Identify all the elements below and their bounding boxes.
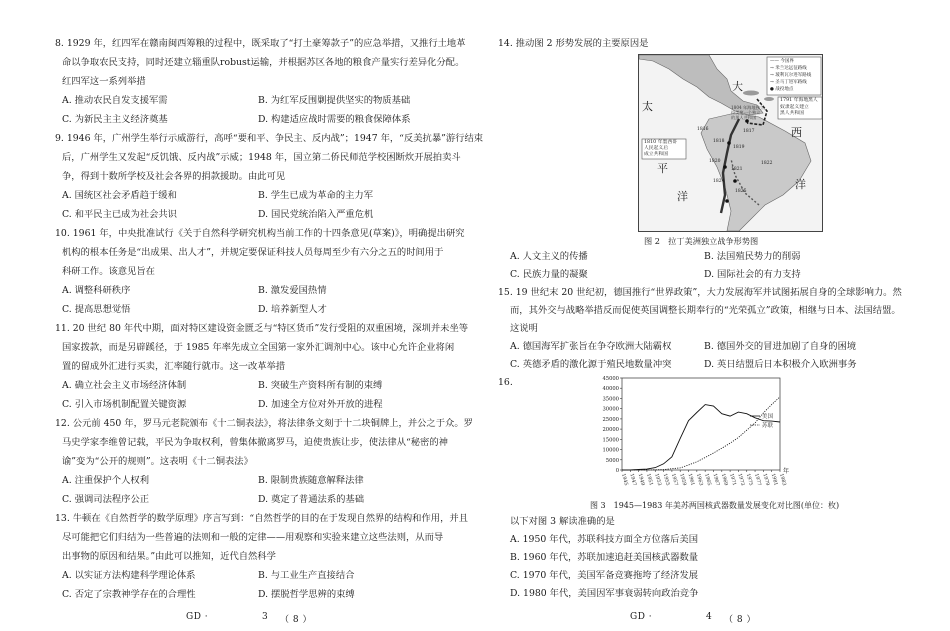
q8-stem-line1: 8. 1929 年，红四军在赣南闽西筹粮的过程中，既采取了“打土豪筹款子”的应急举措，又推行土地革 [55, 38, 466, 49]
legend-label: 美国 [762, 414, 774, 420]
footer-page-number: 3 [262, 612, 269, 622]
footer-page-total: （ 8 ） [724, 615, 756, 625]
q16-stem: 以下对图 3 解读准确的是 [510, 516, 615, 527]
q16-option-d[interactable]: D. 1980 年代，美国因军事衰弱转向政治竞争 [510, 588, 699, 599]
q15-option-a[interactable]: A. 德国海军扩张旨在争夺欧洲大陆霸权 [510, 341, 672, 352]
q10-stem-line3: 科研工作。该意见旨在 [62, 266, 155, 277]
x-tick-label: 1955 [661, 473, 670, 487]
map-label-yang-pacific: 洋 [677, 190, 688, 203]
map-year: 1820 [709, 159, 721, 164]
q11-option-a[interactable]: A. 确立社会主义市场经济体制 [62, 380, 187, 391]
x-tick-label: 1957 [669, 473, 678, 487]
q14-option-b[interactable]: B. 法国殖民势力的削弱 [704, 251, 801, 262]
q14-option-d[interactable]: D. 国际社会的有力支持 [704, 269, 801, 280]
q11-stem-line1: 11. 20 世纪 80 年代中期，面对特区建设资金匮乏与“特区货币”发行受阻的双重困境，深圳并未坐等 [55, 323, 469, 334]
y-tick-label: 35000 [602, 396, 619, 403]
q12-option-b[interactable]: B. 限制贵族随意解释法律 [258, 475, 364, 486]
series-line-ussr [622, 397, 780, 470]
footer-code: GD · [630, 612, 653, 622]
q16-option-a[interactable]: A. 1950 年代，苏联科技方面全方位落后美国 [510, 534, 698, 545]
map-year: 1824 [713, 179, 725, 184]
map-year: 1817 [743, 129, 755, 134]
q8-option-b[interactable]: B. 为红军反围剿提供坚实的物质基础 [258, 95, 411, 106]
x-tick-label: 1973 [736, 473, 745, 487]
q8-stem-line3: 红四军这一系列举措 [62, 76, 146, 87]
map-note-left-1: 1810 年墨西哥 [644, 140, 677, 145]
q11-option-d[interactable]: D. 加速全方位对外开放的进程 [258, 399, 383, 410]
q8-option-d[interactable]: D. 构建适应战时需要的粮食保障体系 [258, 114, 411, 125]
y-tick-label: 40000 [602, 386, 619, 393]
x-tick-label: 1979 [761, 473, 770, 487]
figure2-caption: 图 2 拉丁美洲独立战争形势图 [644, 236, 759, 246]
q16-option-c[interactable]: C. 1970 年代，美国军备竞赛拖垮了经济发展 [510, 570, 699, 581]
x-tick-label: 1959 [678, 473, 687, 487]
map-legend-3: → 玻利瓦尔进军路线 [770, 73, 812, 78]
q12-stem-line2: 马史学家李维曾记载，平民为争取权利，曾集体撤离罗马，迫使贵族让步，使法律从“秘密的神 [62, 437, 448, 448]
q14-option-c[interactable]: C. 民族力量的凝聚 [510, 269, 588, 280]
y-tick-label: 0 [615, 468, 619, 474]
q14-option-a[interactable]: A. 人文主义的传播 [510, 251, 588, 262]
x-unit-label: 年 [783, 468, 790, 475]
q12-option-c[interactable]: C. 强调司法程序公正 [62, 494, 150, 505]
q8-option-c[interactable]: C. 为新民主主义经济奠基 [62, 114, 168, 125]
x-tick-label: 1975 [744, 473, 753, 487]
q12-option-d[interactable]: D. 奠定了普通法系的基础 [258, 494, 365, 505]
footer-page-total: （ 8 ） [280, 615, 312, 625]
latin-america-map [638, 54, 823, 232]
y-tick-label: 20000 [602, 427, 619, 434]
x-tick-label: 1953 [653, 473, 662, 487]
x-tick-label: 1951 [645, 473, 654, 487]
q9-stem-line3: 争，得到十数所学校及社会各界的捐款援助。由此可见 [62, 171, 286, 182]
map-note-mid-2: 拉美第一个独立 [731, 110, 761, 115]
map-note-top-2: 奴隶起义建立 [780, 104, 809, 110]
q14-stem: 14. 推动图 2 形势发展的主要原因是 [498, 38, 649, 49]
q13-stem-line3: 出事物的原因和结果。”由此可以推知，近代自然科学 [62, 551, 276, 562]
q8-option-a[interactable]: A. 推动农民自发支援军需 [62, 95, 168, 106]
q10-option-a[interactable]: A. 调整科研秩序 [62, 285, 131, 296]
q9-option-c[interactable]: C. 和平民主已成为社会共识 [62, 209, 177, 220]
map-legend-1: —— 今国界 [770, 59, 794, 64]
map-year: 1819 [733, 145, 745, 150]
map-legend-5: ● 战役地点 [770, 87, 794, 92]
x-tick-label: 1967 [711, 473, 720, 487]
q9-stem-line1: 9. 1946 年，广州学生举行示威游行，高呼“要和平、争民主、反内战”；1947 年，“反美抗暴”游行结束 [55, 133, 484, 144]
map-label-tai: 太 [642, 100, 653, 113]
q11-stem-line3: 置的留成外汇进行买卖，汇率随行就市。这一改革举措 [62, 361, 286, 372]
q13-option-b[interactable]: B. 与工业生产直接结合 [258, 570, 355, 581]
x-tick-label: 1983 [778, 473, 787, 487]
q10-option-c[interactable]: C. 提高思想觉悟 [62, 304, 131, 315]
map-year: 1821 [731, 167, 743, 172]
q15-option-b[interactable]: B. 德国外交的冒进加剧了自身的困境 [704, 341, 857, 352]
q10-option-d[interactable]: D. 培养新型人才 [258, 304, 327, 315]
q12-stem-line1: 12. 公元前 450 年，罗马元老院颁布《十二铜表法》，将法律条文刻于十二块铜牌上，并公之于众。罗 [55, 418, 473, 429]
map-year: 1816 [697, 127, 709, 132]
x-tick-label: 1969 [719, 473, 728, 487]
map-label-yang-atlantic: 洋 [795, 178, 806, 191]
q13-option-a[interactable]: A. 以实证方法构建科学理论体系 [62, 570, 196, 581]
figure3-caption: 图 3 1945—1983 年美苏两国核武器数量发展变化对比图(单位：枚) [590, 501, 840, 510]
map-note-left-2: 人民起义后 [644, 146, 668, 151]
x-tick-label: 1947 [628, 473, 637, 487]
q12-stem-line3: 谕”变为“公开的规则”。这表明《十二铜表法》 [62, 456, 253, 467]
q15-option-c[interactable]: C. 英德矛盾的激化源于殖民地数量冲突 [510, 359, 672, 370]
footer-code: GD · [186, 612, 209, 622]
q11-option-c[interactable]: C. 引入市场机制配置关键资源 [62, 399, 187, 410]
map-note-left-3: 成立共和国 [644, 152, 668, 157]
x-tick-label: 1949 [636, 473, 645, 487]
y-tick-label: 25000 [602, 416, 619, 423]
series-line-usa [622, 405, 780, 470]
x-tick-label: 1971 [728, 473, 737, 487]
map-note-mid-1: 1804 年海地独立， [731, 105, 769, 110]
q15-option-d[interactable]: D. 英日结盟后日本积极介入欧洲事务 [704, 359, 857, 370]
q11-stem-line2: 国家拨款，而是另辟蹊径，于 1985 年率先成立全国第一家外汇调剂中心。该中心允许企业将闲 [62, 342, 455, 353]
x-tick-label: 1965 [703, 473, 712, 487]
q12-option-a[interactable]: A. 注重保护个人权利 [62, 475, 149, 486]
y-tick-label: 10000 [602, 447, 619, 454]
q10-option-b[interactable]: B. 激发爱国热情 [258, 285, 327, 296]
y-tick-label: 45000 [602, 376, 619, 382]
map-year: 1822 [761, 161, 773, 166]
q16-number: 16. [498, 377, 513, 388]
y-tick-label: 5000 [605, 457, 619, 464]
q9-stem-line2: 后，广州学生又发起“反饥饿、反内战”示威；1948 年，国立第二侨民师范学校困断炊开展拍卖斗 [62, 152, 461, 163]
q10-stem-line1: 10. 1961 年，中央批准试行《关于自然科学研究机构当前工作的十四条意见(草案)》，明确提出研究 [55, 228, 465, 239]
map-label-ping: 平 [657, 162, 668, 175]
q9-option-a[interactable]: A. 国统区社会矛盾趋于缓和 [62, 190, 177, 201]
map-label-xi: 西 [791, 126, 802, 139]
map-legend-4: → 圣马丁进军路线 [770, 80, 807, 85]
q15-stem-line3: 这说明 [510, 323, 538, 334]
map-label-da: 大 [732, 80, 743, 93]
map-note-top-1: 1791 年海地黑人 [780, 98, 818, 103]
q13-option-c[interactable]: C. 否定了宗教神学存在的合理性 [62, 589, 196, 600]
nuclear-weapons-chart [592, 372, 792, 490]
x-tick-label: 1961 [686, 473, 695, 487]
q8-stem-line2: 命以争取农民支持，同时还建立辎重队robust运输，并根据苏区各地的粮食产量实行差异化分配。 [62, 57, 465, 68]
q16-option-b[interactable]: B. 1960 年代，苏联加速追赶美国核武器数量 [510, 552, 699, 563]
footer-page-number: 4 [706, 612, 713, 622]
q11-option-b[interactable]: B. 突破生产资料所有制的束缚 [258, 380, 383, 391]
x-tick-label: 1963 [694, 473, 703, 487]
q9-option-b[interactable]: B. 学生已成为革命的主力军 [258, 190, 374, 201]
map-year: 1818 [713, 139, 725, 144]
q13-option-d[interactable]: D. 摆脱哲学思辨的束缚 [258, 589, 355, 600]
map-legend-2: → 米兰达远征路线 [770, 66, 807, 71]
map-year: 1825 [735, 189, 747, 194]
chart-frame [622, 378, 780, 470]
map-note-mid-3: 的黑人共和国 [731, 115, 757, 120]
q15-stem-line2: 而，其外交与战略举措反而促使英国调整长期奉行的“光荣孤立”政策，相继与日本、法国结盟。 [510, 305, 901, 316]
q15-stem-line1: 15. 19 世纪末 20 世纪初，德国推行“世界政策”，大力发展海军并试图拓展自身的全球影响力。然 [498, 287, 902, 298]
x-tick-label: 1945 [620, 473, 629, 487]
y-tick-label: 30000 [602, 406, 619, 413]
q13-stem-line1: 13. 牛顿在《自然哲学的数学原理》序言写到：“自然哲学的目的在于发现自然界的结构和作用，并且 [55, 513, 468, 524]
legend-label: 苏联 [762, 423, 774, 429]
x-tick-label: 1981 [769, 473, 778, 487]
y-tick-label: 15000 [602, 437, 619, 444]
map-note-top-3: 黑人共和国 [780, 111, 804, 116]
q13-stem-line2: 尽可能把它们归结为一些普遍的法则和一般的定律——用观察和实验来建立这些法则，从而导 [62, 532, 444, 543]
q9-option-d[interactable]: D. 国民党统治陷入严重危机 [258, 209, 374, 220]
x-tick-label: 1977 [753, 473, 762, 487]
q10-stem-line2: 机构的根本任务是“出成果、出人才”，并规定要保证科技人员每周至少有六分之五的时间用于 [62, 247, 444, 258]
